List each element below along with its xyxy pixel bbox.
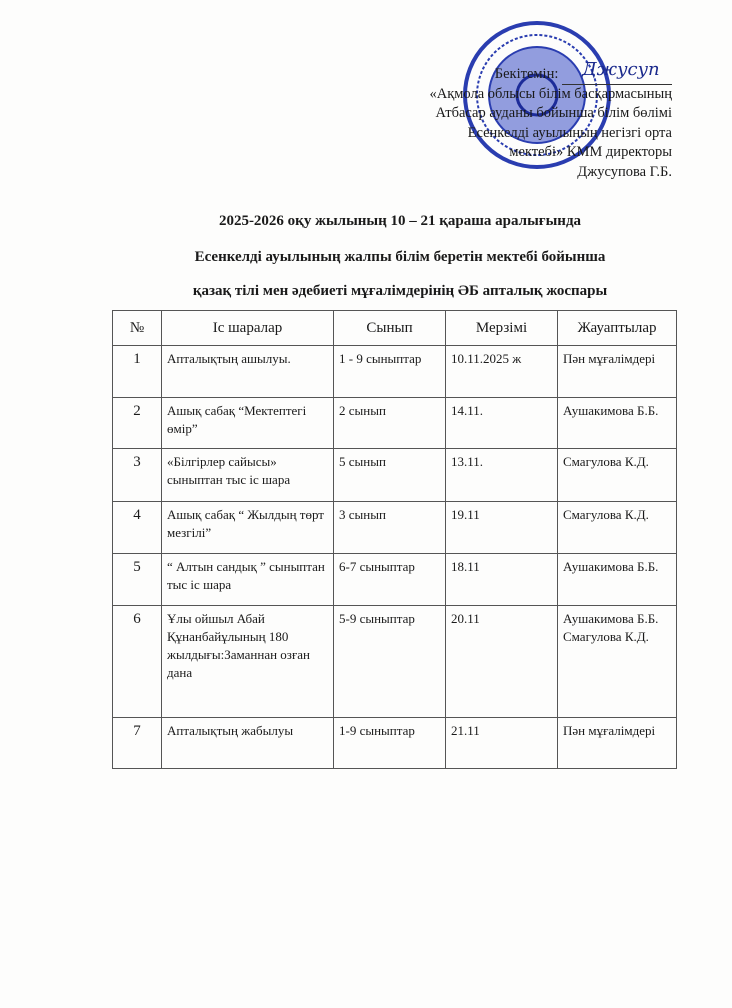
approval-line: Атбасар ауданы бойынша білім бөлімі (435, 105, 672, 121)
approval-line: Есенкелді ауылының негізгі орта (467, 124, 672, 141)
table-cell: 6 (113, 606, 162, 718)
table-cell: Пән мұғалімдері (558, 346, 677, 398)
title-line: қазақ тілі мен әдебиеті мұғалімдерінің ӘБ апталық жоспары (192, 283, 608, 299)
signature: Джусуп (582, 58, 660, 80)
signature-line (562, 58, 672, 85)
approval-line: Джусупова Г.Б. (577, 163, 672, 180)
table-header-row (113, 311, 677, 346)
title-line: Есенкелді ауылының жалпы білім беретін мектебі бойынша (194, 249, 606, 265)
table-cell: 6-7 сыныптар (334, 554, 446, 606)
table-cell: Апталықтың жабылуы (162, 718, 334, 769)
approval-line: «Ақмола облысы білім басқармасының (429, 85, 672, 102)
table-row (113, 718, 677, 769)
table-cell: Пән мұғалімдері (558, 718, 677, 769)
table-cell: 5-9 сыныптар (334, 606, 446, 718)
table-row (113, 554, 677, 606)
table-cell: 20.11 (446, 606, 558, 718)
table-cell: Апталықтың ашылуы. (162, 346, 334, 398)
table-cell: 14.11. (446, 398, 558, 449)
table-cell: «Білгірлер сайысы» сыныптан тыс іс шара (162, 449, 334, 502)
table-cell: Аушакимова Б.Б. Смагулова К.Д. (558, 606, 677, 718)
table-row (113, 398, 677, 449)
approval-line: мектебі» КММ директоры (509, 144, 672, 160)
table-row (113, 346, 677, 398)
column-header: Іс шаралар (162, 311, 334, 346)
table-cell: Ашық сабақ “Мектептегі өмір” (162, 398, 334, 449)
table-cell: Ұлы ойшыл Абай Құнанбайұлының 180 жылдығы:Заманнан озған дана (162, 606, 334, 718)
table-cell: Смагулова К.Д. (558, 502, 677, 554)
table-cell: “ Алтын сандық ” сыныптан тыс іс шара (162, 554, 334, 606)
table-cell: 1 (113, 346, 162, 398)
table-cell: 18.11 (446, 554, 558, 606)
table-cell: Смагулова К.Д. (558, 449, 677, 502)
table-row (113, 449, 677, 502)
table-cell: Ашық сабақ “ Жылдың төрт мезгілі” (162, 502, 334, 554)
table-row (113, 606, 677, 718)
plan-table (112, 310, 677, 769)
table-cell: 5 (113, 554, 162, 606)
table-cell: 10.11.2025 ж (446, 346, 558, 398)
table-cell: Аушакимова Б.Б. (558, 554, 677, 606)
table-cell: 21.11 (446, 718, 558, 769)
table-cell: 13.11. (446, 449, 558, 502)
table-cell: 3 сынып (334, 502, 446, 554)
table-cell: 1 - 9 сыныптар (334, 346, 446, 398)
table-cell: 2 сынып (334, 398, 446, 449)
table-cell: Аушакимова Б.Б. (558, 398, 677, 449)
column-header: Мерзімі (446, 311, 558, 346)
column-header: № (113, 311, 162, 346)
table-cell: 2 (113, 398, 162, 449)
table-row (113, 502, 677, 554)
table-cell: 5 сынып (334, 449, 446, 502)
table-cell: 19.11 (446, 502, 558, 554)
table-cell: 1-9 сыныптар (334, 718, 446, 769)
table-cell: 3 (113, 449, 162, 502)
approval-block (429, 58, 672, 182)
column-header: Сынып (334, 311, 446, 346)
table-cell: 7 (113, 718, 162, 769)
column-header: Жауаптылар (558, 311, 677, 346)
table-cell: 4 (113, 502, 162, 554)
title-line: 2025-2026 оқу жылының 10 – 21 қараша аралығында (218, 213, 582, 229)
approval-label: Бекітемін: (494, 66, 559, 82)
